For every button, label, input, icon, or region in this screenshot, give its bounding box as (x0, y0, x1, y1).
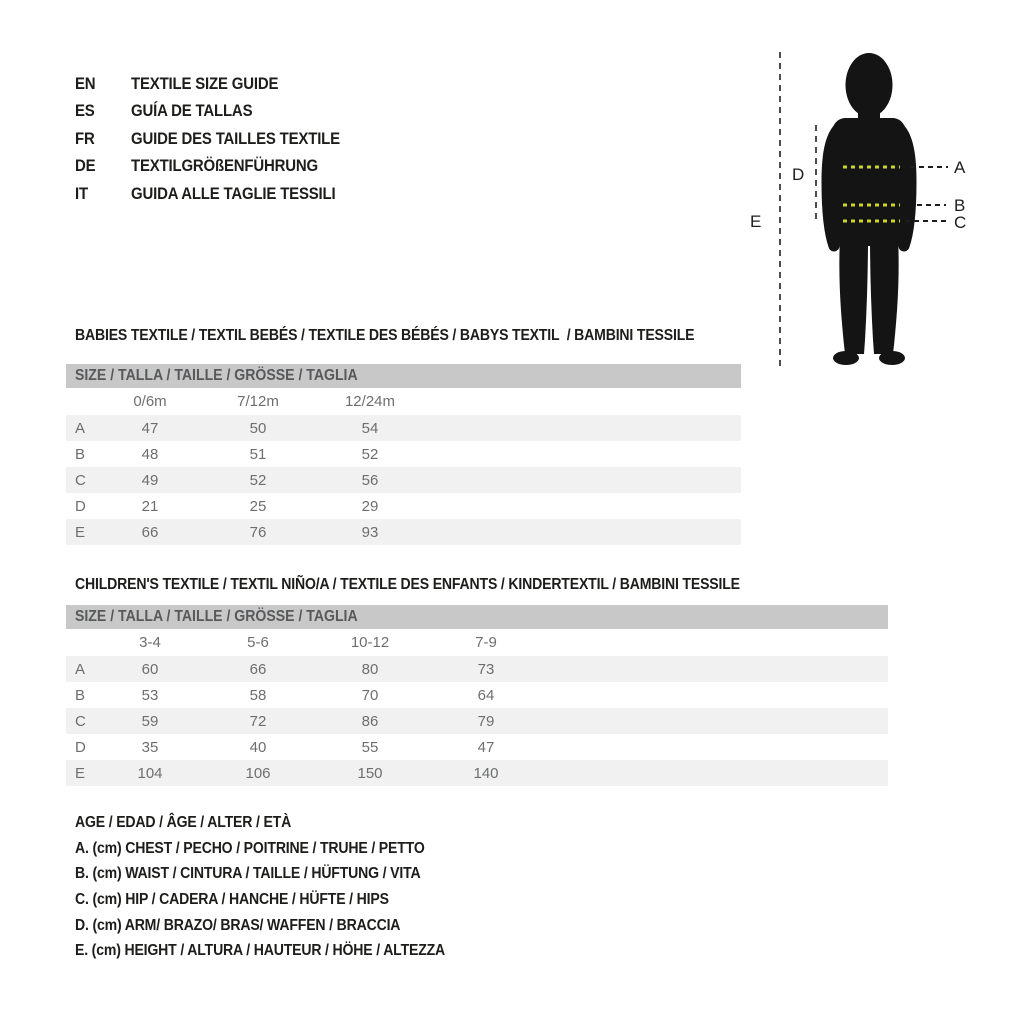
children-age-header-row (66, 629, 888, 656)
guide-title-en: TEXTILE SIZE GUIDE (131, 73, 279, 93)
table-row: A 47 50 54 (66, 415, 741, 441)
guide-title-es: GUÍA DE TALLAS (131, 101, 253, 121)
language-code: EN (75, 73, 96, 93)
table-row: B 48 51 52 (75, 445, 379, 463)
children-size-table (66, 605, 888, 786)
table-row: D 35 40 55 47 (75, 738, 495, 756)
arm-label: D (792, 165, 805, 184)
children-age-col: 5-6 (247, 634, 269, 651)
guide-title-it: GUIDA ALLE TAGLIE TESSILI (131, 183, 336, 203)
legend-height-line: E. (cm) HEIGHT / ALTURA / HAUTEUR / HÖHE / ALTEZZA (75, 942, 446, 960)
guide-title-fr: GUIDE DES TAILLES TEXTILE (131, 128, 340, 148)
children-age-col: 10-12 (350, 634, 390, 651)
measurement-legend (75, 810, 496, 964)
legend-arm-line: D. (cm) ARM/ BRAZO/ BRAS/ WAFFEN / BRACCIA (75, 916, 401, 934)
legend-hip-line: C. (cm) HIP / CADERA / HANCHE / HÜFTE / HIPS (75, 890, 389, 908)
babies-age-col: 0/6m (133, 393, 167, 410)
table-row: E 66 76 93 (66, 519, 741, 545)
language-code: ES (75, 101, 95, 121)
table-row: B 53 58 70 64 (75, 686, 495, 704)
waist-label: B (954, 196, 966, 215)
language-code: FR (75, 128, 95, 148)
babies-age-header-row (66, 388, 741, 415)
children-age-col: 7-9 (475, 634, 497, 651)
language-code: DE (75, 156, 96, 176)
babies-age-col: 12/24m (344, 393, 396, 410)
table-row: A 60 66 80 73 (66, 656, 888, 682)
children-age-col: 3-4 (139, 634, 161, 651)
height-label: E (750, 212, 762, 231)
babies-age-col: 7/12m (237, 393, 279, 410)
hip-label: C (954, 213, 967, 232)
table-row: D 21 25 29 (75, 497, 379, 515)
table-row: C 59 72 86 79 (66, 708, 888, 734)
guide-title-de: TEXTILGRÖßENFÜHRUNG (131, 156, 318, 176)
children-size-header-bar: SIZE / TALLA / TAILLE / GRÖSSE / TAGLIA (66, 605, 888, 629)
table-row: E 104 106 150 140 (66, 760, 888, 786)
child-silhouette-figure (740, 40, 1024, 380)
babies-size-table (66, 364, 741, 545)
children-section-heading: CHILDREN'S TEXTILE / TEXTIL NIÑO/A / TEXTILE DES ENFANTS / KINDERTEXTIL / BAMBINI TESSILE (75, 576, 740, 593)
language-row-fr (75, 125, 368, 153)
language-code: IT (75, 183, 88, 203)
language-title-list (75, 70, 368, 208)
child-silhouette-icon (827, 53, 911, 365)
language-row-it (75, 180, 368, 208)
legend-waist-line: B. (cm) WAIST / CINTURA / TAILLE / HÜFTUNG / VITA (75, 865, 421, 883)
language-row-en (75, 70, 368, 98)
language-row-es (75, 98, 368, 126)
language-row-de (75, 153, 368, 181)
babies-section-heading: BABIES TEXTILE / TEXTIL BEBÉS / TEXTILE DES BÉBÉS / BABYS TEXTIL / BAMBINI TESSILE (75, 327, 695, 344)
babies-size-header-bar: SIZE / TALLA / TAILLE / GRÖSSE / TAGLIA (66, 364, 741, 388)
legend-chest-line: A. (cm) CHEST / PECHO / POITRINE / TRUHE / PETTO (75, 839, 425, 857)
table-row: C 49 52 56 (66, 467, 741, 493)
chest-label: A (954, 158, 966, 177)
legend-age-line: AGE / EDAD / ÂGE / ALTER / ETÀ (75, 813, 292, 831)
